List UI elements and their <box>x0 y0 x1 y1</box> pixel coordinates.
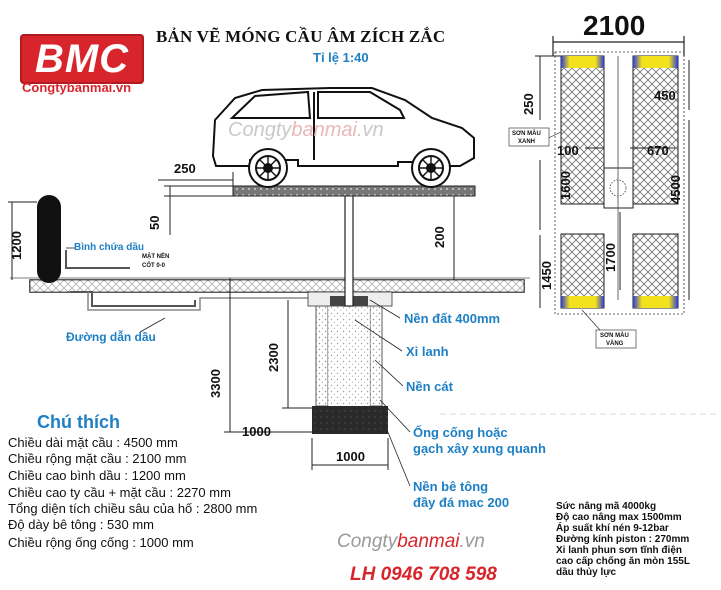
footer-site-part3: .vn <box>459 531 485 552</box>
dim-1000-left: 1000 <box>242 424 271 439</box>
plan-dim-1450: 1450 <box>539 261 554 290</box>
plan-label-paint-yellow-2: VÀNG <box>606 341 624 347</box>
label-soil: Nền đất 400mm <box>404 311 501 326</box>
dim-250-side: 250 <box>174 161 196 176</box>
dim-3300: 3300 <box>208 369 223 398</box>
note-row: Độ dày bê tông : 530 mm <box>8 517 154 532</box>
notes-heading: Chú thích <box>37 412 120 432</box>
brand-logo <box>20 34 144 84</box>
drawing-scale: Tỉ lệ 1:40 <box>313 50 369 65</box>
spec-row: Độ cao nâng max 1500mm <box>556 512 682 523</box>
spec-row: Xi lanh phun sơn tĩnh điện <box>556 545 682 556</box>
plan-dim-4500: 4500 <box>668 175 683 204</box>
plan-dim-1700: 1700 <box>603 243 618 272</box>
watermark-part1: Congty <box>228 119 292 141</box>
car-wheel-front <box>249 149 287 187</box>
plan-label-paint-blue-1: SƠN MÀU <box>512 131 541 137</box>
lift-column <box>345 195 353 306</box>
drawing-title: BẢN VẼ MÓNG CẦU ÂM ZÍCH ZẮC <box>156 27 446 46</box>
note-row: Tổng diện tích chiều sâu của hố : 2800 mm <box>8 501 258 516</box>
watermark <box>228 119 384 142</box>
dim-200: 200 <box>432 226 447 248</box>
spec-row: dầu thủy lực <box>556 567 617 578</box>
label-concrete-2: đầy đá mac 200 <box>413 495 510 510</box>
label-ground-level: MẶT NỀN <box>142 254 170 260</box>
plan-view <box>509 36 689 348</box>
pit-left-wall <box>316 296 328 406</box>
note-row: Chiều cao ty cầu + mặt cầu : 2270 mm <box>8 485 231 500</box>
watermark-part2: banmai <box>291 119 357 141</box>
spec-row: cao cấp chống ăn mòn 155L <box>556 556 690 567</box>
plan-label-paint-blue-2: XANH <box>518 139 536 145</box>
note-row: Chiều rộng mặt cầu : 2100 mm <box>8 451 187 466</box>
plan-width-label: 2100 <box>583 10 646 41</box>
plan-dim-250: 250 <box>521 93 536 115</box>
footer-site-part1: Congty <box>337 531 398 552</box>
label-oil-tank: Bình chứa dầu <box>74 242 145 253</box>
label-sand: Nền cát <box>406 379 453 394</box>
label-oil-pipe: Đường dẫn dầu <box>66 330 156 344</box>
plan-dim-670: 670 <box>647 143 669 158</box>
brand-site[interactable]: Congtybanmai.vn <box>22 80 132 95</box>
dim-50: 50 <box>147 215 162 230</box>
dim-1200: 1200 <box>9 231 24 260</box>
label-pipe-2: gạch xây xung quanh <box>413 441 546 456</box>
plan-label-paint-yellow-1: SƠN MÀU <box>600 333 629 339</box>
plan-dim-450: 450 <box>654 88 676 103</box>
dim-2300: 2300 <box>266 343 281 372</box>
label-concrete-1: Nền bê tông <box>413 479 489 494</box>
car-wheel-rear <box>412 149 450 187</box>
watermark-part3: .vn <box>356 119 384 141</box>
footer-site[interactable] <box>337 531 485 553</box>
dim-1000-bottom: 1000 <box>336 449 365 464</box>
spec-row: Đường kính piston : 270mm <box>556 534 690 545</box>
plan-dim-1600: 1600 <box>558 171 573 200</box>
label-pipe-1: Ống cống hoặc <box>413 425 508 440</box>
note-row: Chiều rộng ống cống : 1000 mm <box>8 535 194 550</box>
spec-row: Áp suất khí nén 9-12bar <box>556 523 669 534</box>
plan-center-pit <box>604 168 633 208</box>
plan-dim-100: 100 <box>557 143 579 158</box>
label-cylinder: Xi lanh <box>406 344 449 359</box>
footer-phone[interactable]: LH 0946 708 598 <box>350 564 497 585</box>
pit-right-wall <box>370 296 382 406</box>
footer-site-part2: banmai <box>397 531 460 552</box>
brand-logo-text: BMC <box>34 37 130 81</box>
note-row: Chiều dài mặt cầu : 4500 mm <box>8 435 178 450</box>
spec-row: Sức nâng mã 4000kg <box>556 501 657 512</box>
oil-tank <box>37 195 61 283</box>
label-ground-level-2: CỐT 0-0 <box>142 263 166 269</box>
note-row: Chiều cao bình dầu : 1200 mm <box>8 468 186 483</box>
pit-fill <box>328 306 370 406</box>
